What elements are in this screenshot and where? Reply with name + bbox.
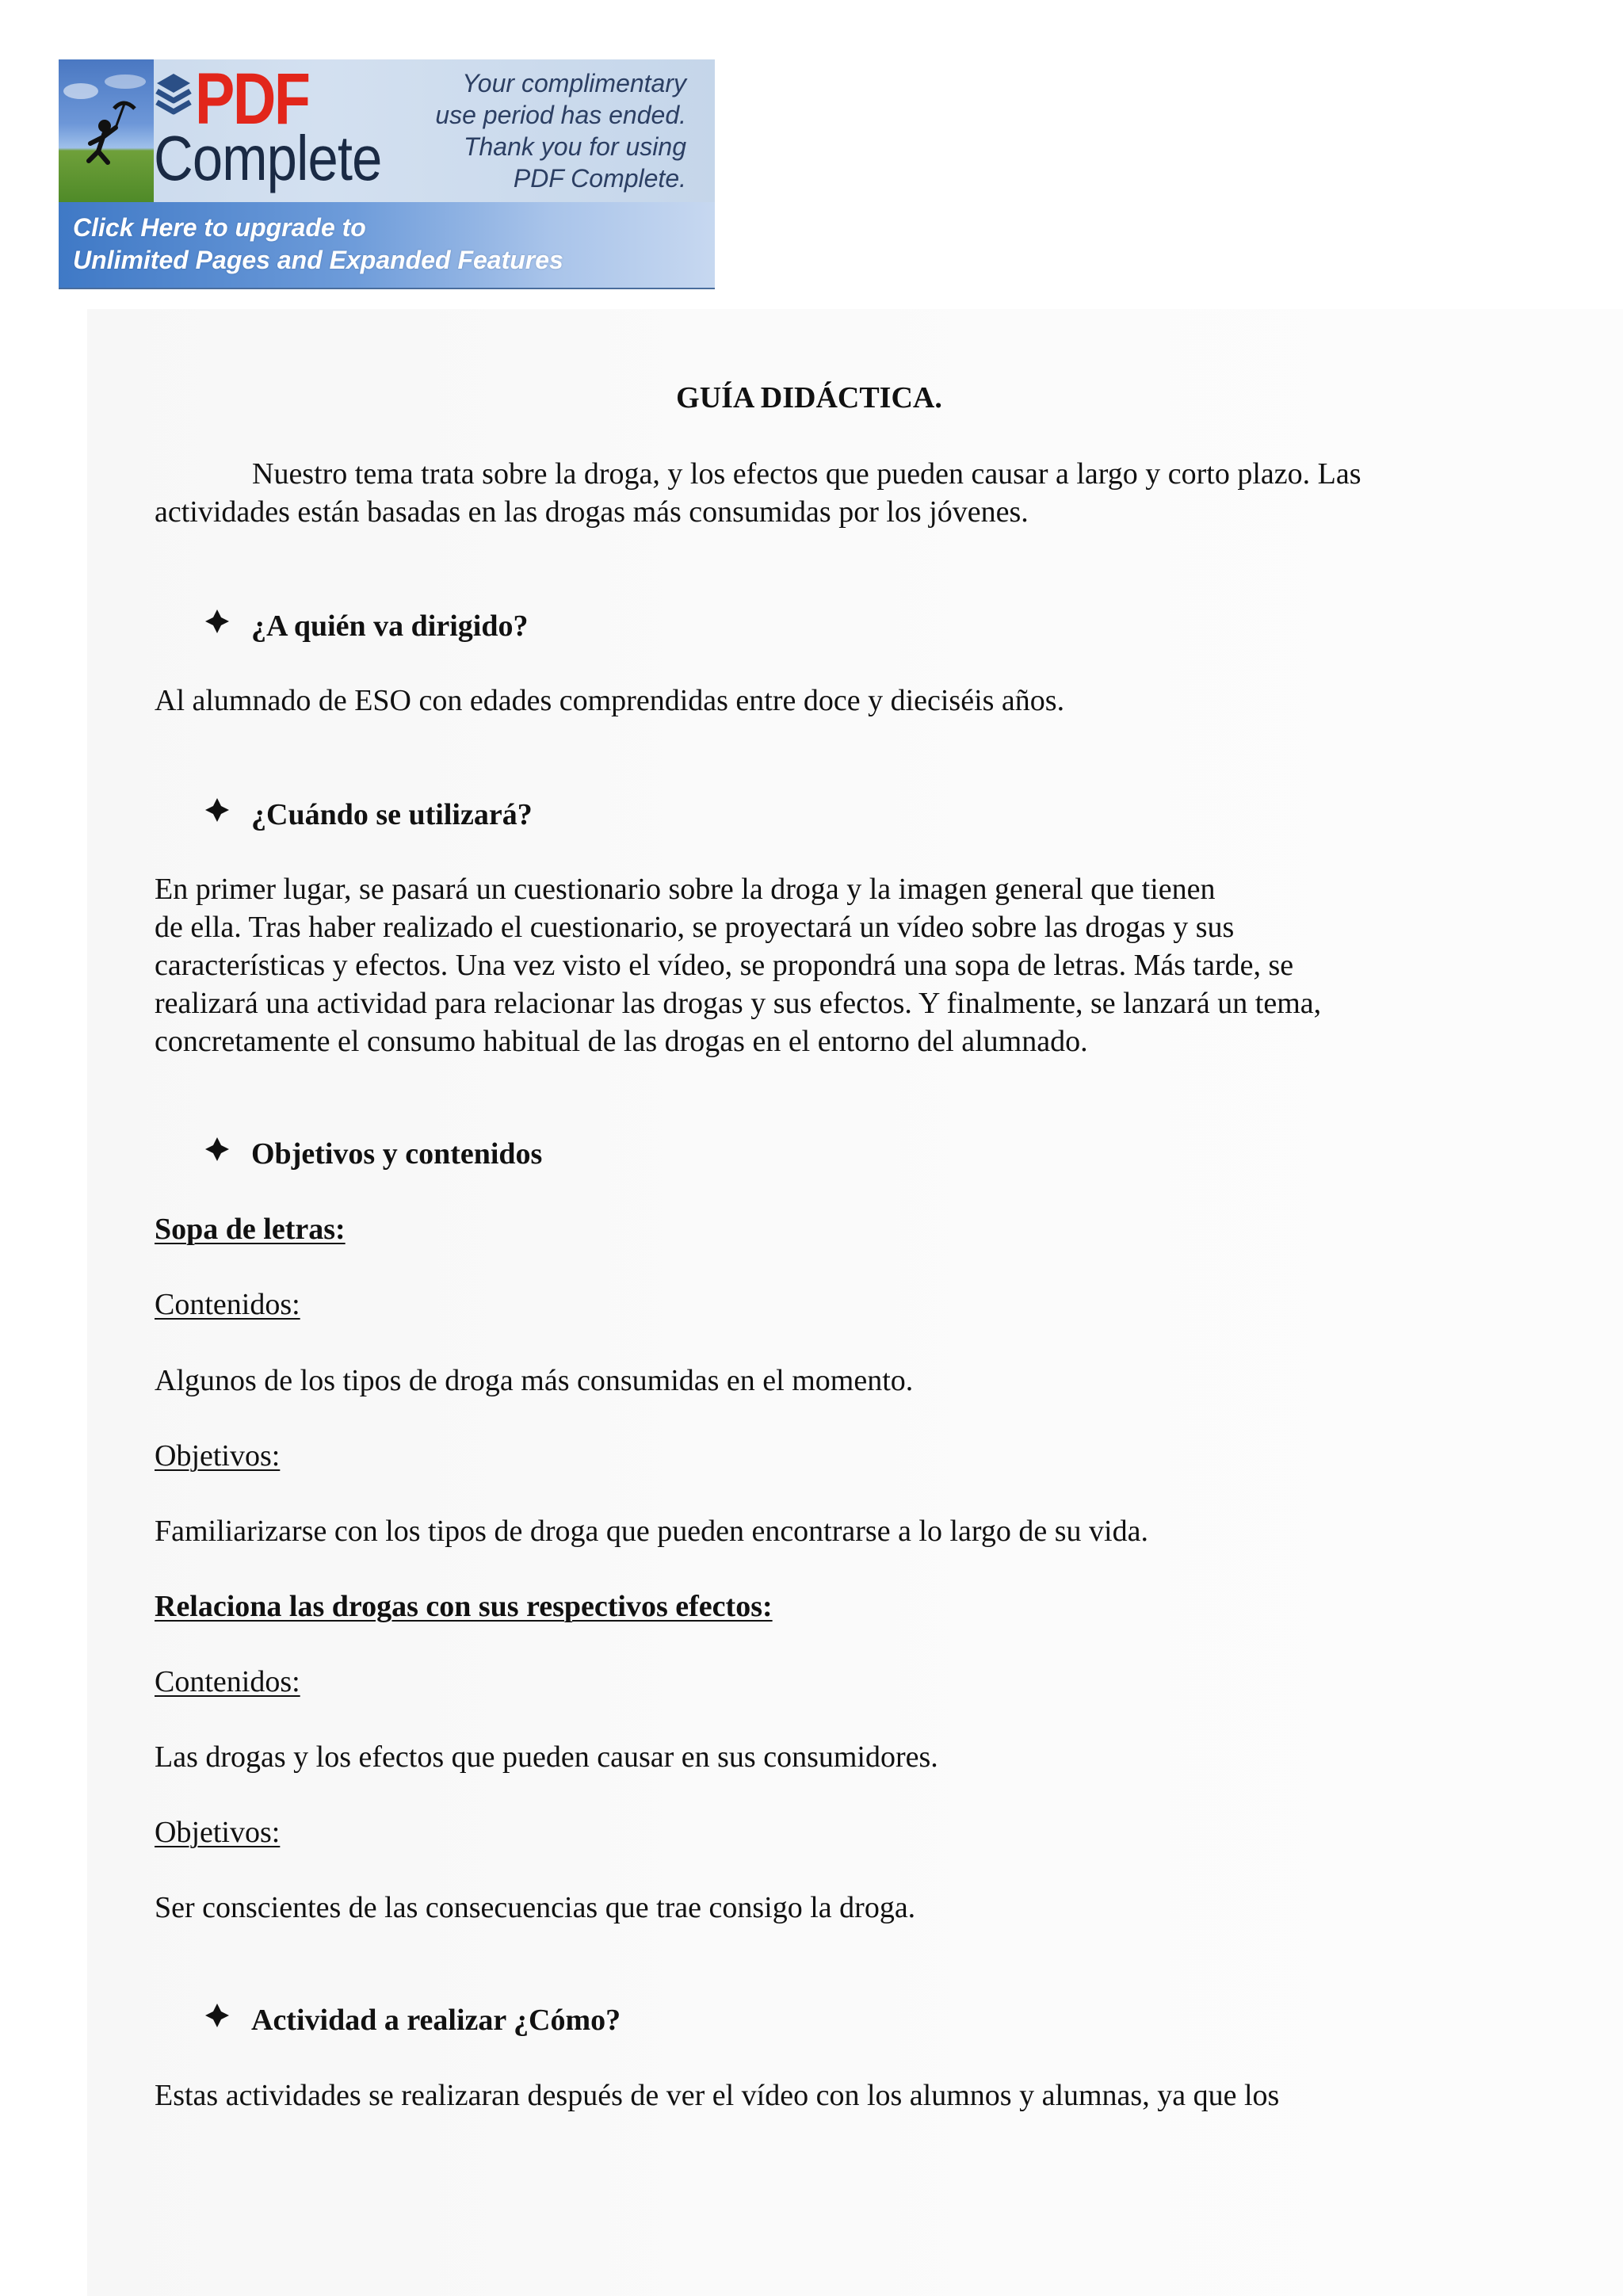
paragraph-line: características y efectos. Una vez visto el vídeo, se propondrá una sopa de letras. Más tarde, se [155,949,1294,982]
section-heading [204,796,533,836]
diamond-bullet-icon [204,606,231,644]
section-heading [204,2001,621,2042]
diamond-bullet-icon [204,1134,231,1172]
objetivos-label: Objetivos: [155,1816,281,1849]
document-title: GUÍA DIDÁCTICA. [676,381,942,415]
section-heading-text: Actividad a realizar ¿Cómo? [251,2004,621,2037]
section-heading-text: Objetivos y contenidos [251,1137,543,1171]
section2-paragraph [155,870,1321,1060]
paragraph-line: concretamente el consumo habitual de las drogas en el entorno del alumnado. [155,1025,1088,1058]
diamond-bullet-icon [204,2000,231,2038]
section4-text: Estas actividades se realizaran después de ver el vídeo con los alumnos y alumnas, ya que los [155,2079,1280,2112]
intro-line: Nuestro tema trata sobre la droga, y los efectos que pueden causar a largo y corto plazo. Las [252,457,1361,491]
section-heading [204,607,528,648]
intro-line: actividades están basadas en las drogas más consumidas por los jóvenes. [155,495,1029,529]
paragraph-line: realizará una actividad para relacionar las drogas y sus efectos. Y finalmente, se lanzará un tema, [155,987,1322,1020]
jumping-person-icon [59,59,154,202]
upgrade-link[interactable] [59,202,715,289]
layers-icon [154,69,193,128]
banner-message-line: Your complimentary [462,69,686,97]
upgrade-cta-text[interactable] [73,212,563,277]
upgrade-banner[interactable] [59,59,715,289]
relaciona-heading: Relaciona las drogas con sus respectivos efectos: [155,1590,773,1623]
contenidos-label: Contenidos: [155,1288,300,1321]
paragraph-line: En primer lugar, se pasará un cuestionario sobre la droga y la imagen general que tienen [155,873,1216,906]
upgrade-cta-line[interactable]: Unlimited Pages and Expanded Features [73,246,563,274]
section-heading [204,1135,542,1175]
contenidos-text: Las drogas y los efectos que pueden causar en sus consumidores. [155,1740,938,1774]
objetivos-label: Objetivos: [155,1439,281,1473]
upgrade-cta-line[interactable]: Click Here to upgrade to [73,213,366,242]
banner-message [385,67,686,194]
logo-pdf-text: PDF [195,59,309,139]
objetivos-text: Familiarizarse con los tipos de droga que pueden encontrarse a lo largo de su vida. [155,1515,1148,1548]
banner-message-line: Thank you for using [463,132,686,161]
banner-photo [59,59,154,202]
section-heading-text: ¿Cuándo se utilizará? [251,798,533,831]
banner-top-panel [59,59,715,202]
banner-message-line: use period has ended. [435,101,686,129]
banner-message-line: PDF Complete. [513,164,686,193]
diamond-bullet-icon [204,795,231,833]
sopa-heading: Sopa de letras: [155,1213,346,1246]
objetivos-text: Ser conscientes de las consecuencias que trae consigo la droga. [155,1891,916,1924]
intro-paragraph [155,455,1361,531]
logo-complete-text: Complete [154,123,382,193]
paragraph-line: de ella. Tras haber realizado el cuestionario, se proyectará un vídeo sobre las drogas y sus [155,911,1235,944]
contenidos-text: Algunos de los tipos de droga más consumidas en el momento. [155,1364,914,1397]
section-heading-text: ¿A quién va dirigido? [251,609,529,643]
section1-text: Al alumnado de ESO con edades comprendidas entre doce y dieciséis años. [155,684,1065,717]
contenidos-label: Contenidos: [155,1665,300,1698]
